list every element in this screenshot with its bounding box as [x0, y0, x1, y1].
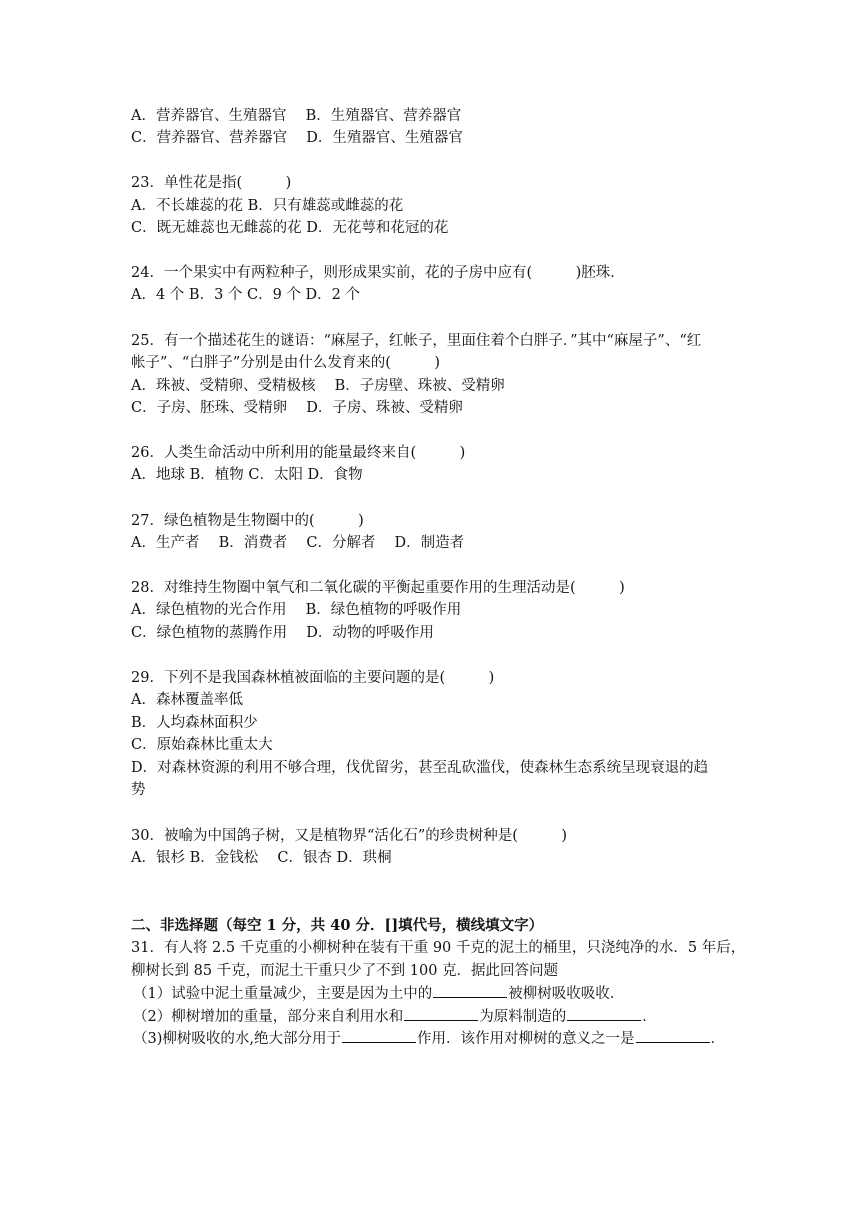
q31-stem-line2: 柳树长到 85 千克，而泥土干重只少了不到 100 克．据此回答问题	[131, 963, 559, 979]
q29-option-b: B．人均森林面积少	[131, 715, 258, 731]
q23-options-ab: A．不长雄蕊的花 B．只有雄蕊或雌蕊的花	[131, 198, 404, 214]
q31-sub3-text-b: 作用．该作用对柳树的意义之一是	[417, 1031, 635, 1047]
q27-stem: 27．绿色植物是生物圈中的( )	[131, 513, 364, 529]
q22-options-cd: C．营养器官、营养器官 D．生殖器官、生殖器官	[131, 130, 463, 146]
q29-option-c: C．原始森林比重太大	[131, 737, 273, 753]
q28-stem: 28．对维持生物圈中氧气和二氧化碳的平衡起重要作用的生理活动是( )	[131, 580, 625, 596]
q31-sub3-text-c: ．	[710, 1031, 725, 1047]
q31-sub2-text-b: 为原料制造的	[479, 1009, 567, 1025]
q31-blank-5[interactable]	[636, 1028, 710, 1043]
q31-blank-2[interactable]	[404, 1006, 478, 1021]
q22-options-ab: A．营养器官、生殖器官 B．生殖器官、营养器官	[131, 108, 462, 124]
q31-sub3	[133, 1028, 725, 1049]
q29-option-d-line1: D．对森林资源的利用不够合理，伐优留劣，甚至乱砍滥伐，使森林生态系统呈现衰退的趋	[131, 760, 709, 776]
q24-stem: 24．一个果实中有两粒种子，则形成果实前，花的子房中应有( )胚珠．	[131, 265, 625, 281]
q31-blank-3[interactable]	[567, 1006, 641, 1021]
q31-sub1	[133, 983, 624, 1004]
q31-sub3-text-a: （3)柳树吸收的水,绝大部分用于	[133, 1031, 341, 1047]
q31-sub1-text-a: （1）试验中泥土重量减少，主要是因为土中的	[133, 986, 433, 1002]
q28-options-ab: A．绿色植物的光合作用 B．绿色植物的呼吸作用	[131, 602, 462, 618]
q29-option-d-line2: 势	[131, 782, 146, 798]
q31-stem-line1: 31．有人将 2.5 千克重的小柳树种在装有干重 90 千克的泥土的桶里，只浇纯净的水．5 年后，	[131, 940, 746, 956]
q28-options-cd: C．绿色植物的蒸腾作用 D．动物的呼吸作用	[131, 625, 434, 641]
q27-options: A．生产者 B．消费者 C．分解者 D．制造者	[131, 535, 465, 551]
q31-sub2	[133, 1006, 657, 1027]
q25-stem-line1: 25．有一个描述花生的谜语：“麻屋子，红帐子，里面住着个白胖子．”其中“麻屋子”、“红	[131, 333, 702, 349]
q23-options-cd: C．既无雄蕊也无雌蕊的花 D．无花萼和花冠的花	[131, 220, 449, 236]
q31-sub2-text-a: （2）柳树增加的重量，部分来自利用水和	[133, 1009, 404, 1025]
q26-stem: 26．人类生命活动中所利用的能量最终来自( )	[131, 445, 466, 461]
q31-sub2-text-c: ．	[642, 1009, 657, 1025]
q31-sub1-text-b: 被柳树吸收吸收．	[508, 986, 625, 1002]
q25-stem-line2: 帐子”、“白胖子”分别是由什么发育来的( )	[131, 355, 441, 371]
q30-stem: 30．被喻为中国鸽子树，又是植物界“活化石”的珍贵树种是( )	[131, 828, 568, 844]
q29-stem: 29．下列不是我国森林植被面临的主要问题的是( )	[131, 670, 495, 686]
q29-option-a: A．森林覆盖率低	[131, 692, 243, 708]
section-heading: 二、非选择题（每空 1 分，共 40 分．[]填代号，横线填文字）	[131, 917, 544, 934]
q31-blank-4[interactable]	[342, 1028, 416, 1043]
q23-stem: 23．单性花是指( )	[131, 175, 292, 191]
q30-options: A．银杉 B．金钱松 C．银杏 D．珙桐	[131, 850, 392, 866]
q24-options: A．4 个 B．3 个 C．9 个 D．2 个	[131, 287, 361, 303]
q31-blank-1[interactable]	[433, 983, 507, 998]
q25-options-ab: A．珠被、受精卵、受精极核 B．子房壁、珠被、受精卵	[131, 378, 505, 394]
q26-options: A．地球 B．植物 C．太阳 D．食物	[131, 467, 363, 483]
q25-options-cd: C．子房、胚珠、受精卵 D．子房、珠被、受精卵	[131, 400, 463, 416]
